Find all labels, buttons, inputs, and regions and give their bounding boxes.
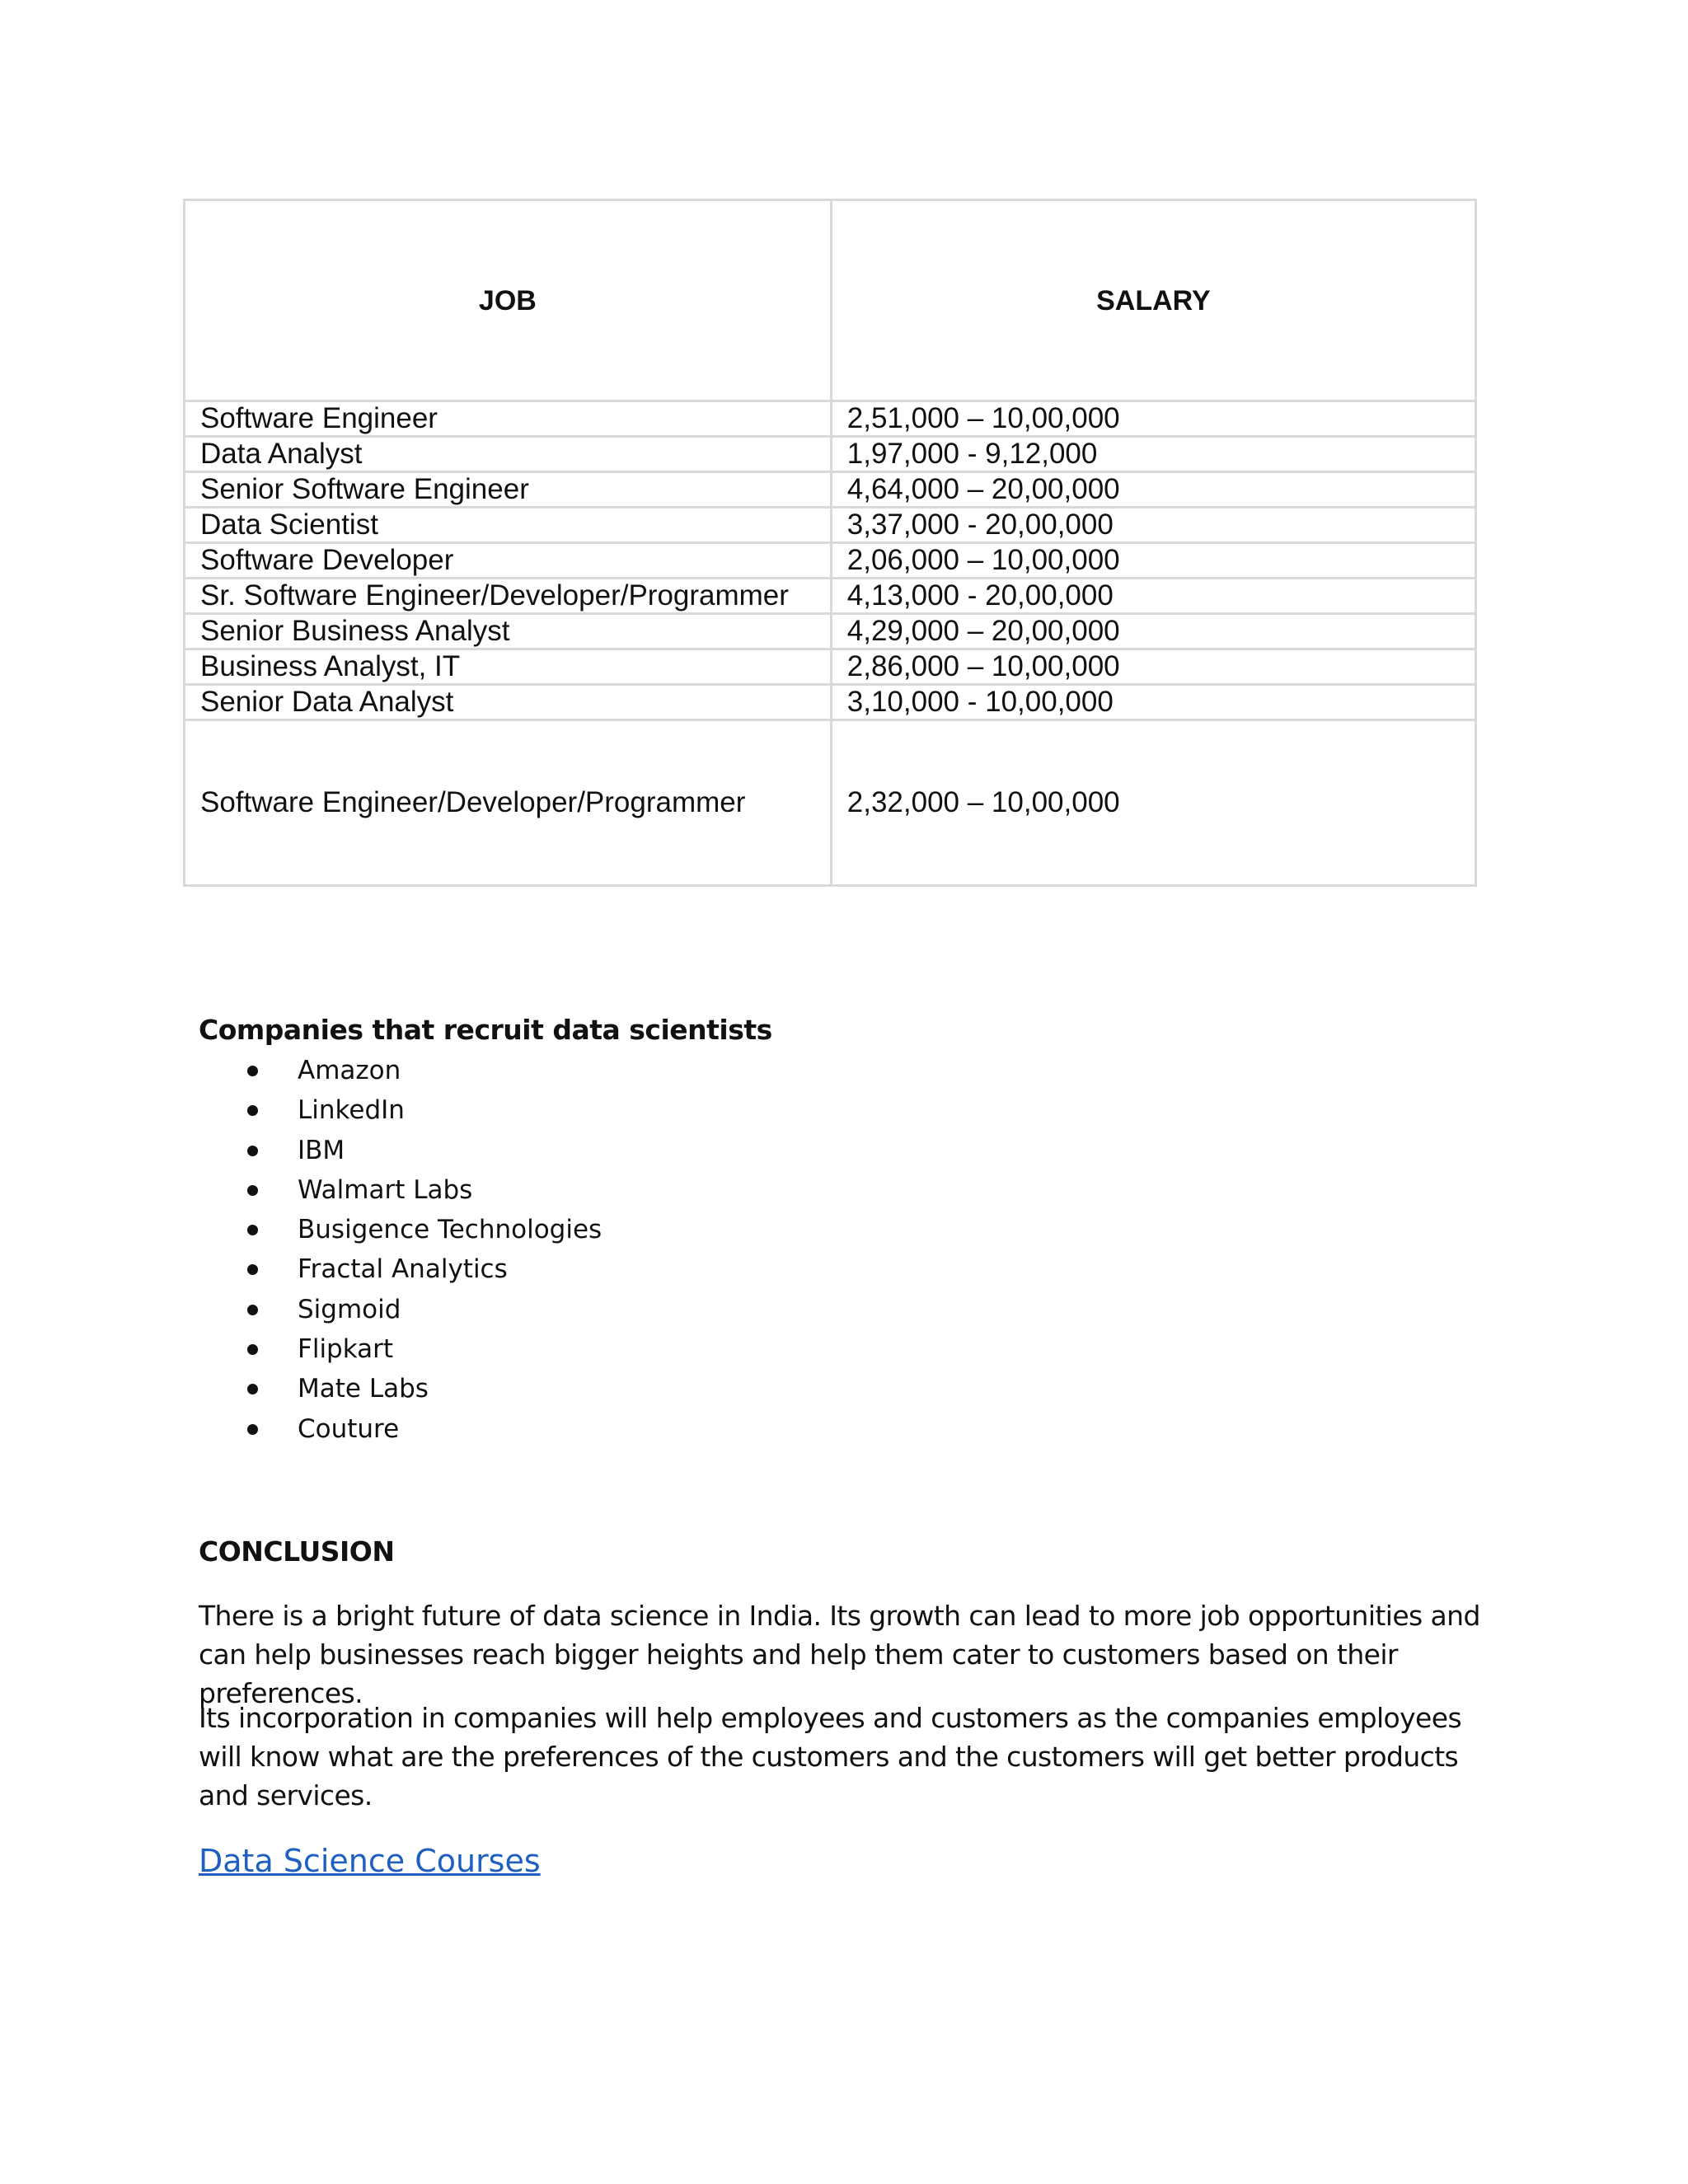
company-name: Couture (298, 1413, 400, 1444)
conclusion-paragraph: There is a bright future of data science in India. Its growth can lead to more job opportunities and can help businesses reach bigger heights and help them cater to customers based on their preferences. (199, 1600, 1480, 1709)
list-item (199, 1249, 602, 1289)
bullet-icon (247, 1264, 258, 1275)
job-cell: Senior Data Analyst (185, 685, 832, 720)
list-item (199, 1409, 602, 1449)
data-science-courses-link[interactable]: Data Science Courses (199, 1843, 541, 1879)
table-row (185, 614, 1476, 649)
table-row (185, 579, 1476, 614)
table-row (185, 508, 1476, 543)
job-cell: Senior Business Analyst (185, 614, 832, 649)
company-name: Fractal Analytics (298, 1254, 508, 1285)
table-row (185, 401, 1476, 437)
bullet-icon (247, 1424, 258, 1435)
list-item (199, 1090, 602, 1130)
list-item (199, 1131, 602, 1170)
table-row (185, 472, 1476, 508)
company-name: Flipkart (298, 1334, 394, 1365)
company-name: Sigmoid (298, 1294, 401, 1324)
job-column-header: JOB (185, 200, 832, 401)
bullet-icon (247, 1225, 258, 1235)
companies-heading: Companies that recruit data scientists (199, 1014, 772, 1046)
job-cell: Software Engineer/Developer/Programmer (185, 720, 832, 886)
list-item (199, 1210, 602, 1249)
conclusion-paragraph: Its incorporation in companies will help employees and customers as the companies employees will know what are the preferences of the customers and the customers will get better products and services. (199, 1702, 1462, 1811)
job-cell: Software Engineer (185, 401, 832, 437)
job-cell: Data Analyst (185, 437, 832, 472)
salary-cell: 2,51,000 – 10,00,000 (831, 401, 1475, 437)
salary-cell: 4,13,000 - 20,00,000 (831, 579, 1475, 614)
salary-column-header: SALARY (831, 200, 1475, 401)
salary-cell: 4,29,000 – 20,00,000 (831, 614, 1475, 649)
list-item (199, 1051, 602, 1090)
job-cell: Data Scientist (185, 508, 832, 543)
salary-table (183, 199, 1477, 887)
list-item (199, 1170, 602, 1210)
table-header-row (185, 200, 1476, 401)
job-cell: Software Developer (185, 543, 832, 579)
job-cell: Business Analyst, IT (185, 649, 832, 685)
company-name: IBM (298, 1135, 345, 1165)
bullet-icon (247, 1066, 258, 1076)
table-row (185, 543, 1476, 579)
job-cell: Sr. Software Engineer/Developer/Programmer (185, 579, 832, 614)
salary-cell: 2,32,000 – 10,00,000 (831, 720, 1475, 886)
company-name: Busigence Technologies (298, 1215, 603, 1245)
list-item (199, 1290, 602, 1329)
company-name: Walmart Labs (298, 1174, 473, 1205)
list-item (199, 1369, 602, 1408)
job-cell: Senior Software Engineer (185, 472, 832, 508)
company-name: Amazon (298, 1056, 401, 1085)
company-name: LinkedIn (298, 1095, 405, 1126)
bullet-icon (247, 1305, 258, 1315)
bullet-icon (247, 1105, 258, 1116)
table-row (185, 437, 1476, 472)
salary-cell: 2,86,000 – 10,00,000 (831, 649, 1475, 685)
companies-list (199, 1051, 602, 1449)
list-item (199, 1329, 602, 1369)
bullet-icon (247, 1185, 258, 1196)
bullet-icon (247, 1384, 258, 1394)
bullet-icon (247, 1146, 258, 1156)
salary-cell: 2,06,000 – 10,00,000 (831, 543, 1475, 579)
conclusion-heading: CONCLUSION (199, 1535, 395, 1568)
salary-cell: 3,37,000 - 20,00,000 (831, 508, 1475, 543)
company-name: Mate Labs (298, 1374, 429, 1404)
bullet-icon (247, 1344, 258, 1355)
table-row (185, 685, 1476, 720)
table-row (185, 649, 1476, 685)
salary-cell: 4,64,000 – 20,00,000 (831, 472, 1475, 508)
table-row (185, 720, 1476, 886)
salary-cell: 3,10,000 - 10,00,000 (831, 685, 1475, 720)
salary-cell: 1,97,000 - 9,12,000 (831, 437, 1475, 472)
